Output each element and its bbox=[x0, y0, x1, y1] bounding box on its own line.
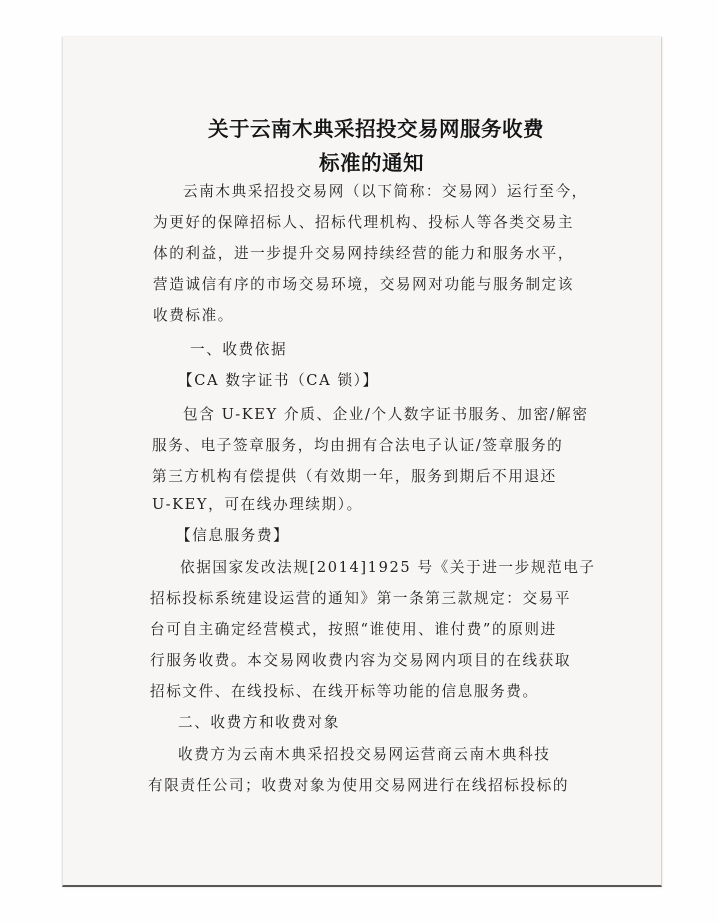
ca-line-4: U-KEY，可在线办理续期）。 bbox=[152, 496, 363, 513]
ca-line-3: 第三方机构有偿提供（有效期一年，服务到期后不用退还 bbox=[152, 468, 557, 485]
ca-line-2: 服务、电子签章服务，均由拥有合法电子认证/签章服务的 bbox=[152, 437, 564, 454]
intro-line-5: 收费标准。 bbox=[153, 307, 234, 324]
info-line-4: 行服务收费。本交易网收费内容为交易网内项目的在线获取 bbox=[150, 652, 572, 669]
intro-line-2: 为更好的保障招标人、招标代理机构、投标人等各类交易主 bbox=[153, 214, 575, 231]
section-2-line-2: 有限责任公司；收费对象为使用交易网进行在线招标投标的 bbox=[148, 777, 570, 794]
info-line-3: 台可自主确定经营模式，按照“谁使用、谁付费”的原则进 bbox=[150, 621, 557, 638]
info-service-heading: 【信息服务费】 bbox=[176, 527, 290, 544]
intro-line-4: 营造诚信有序的市场交易环境，交易网对功能与服务制定该 bbox=[153, 276, 575, 293]
intro-line-3: 体的利益，进一步提升交易网持续经营的能力和服务水平， bbox=[153, 245, 575, 262]
intro-line-1: 云南木典采招投交易网（以下简称：交易网）运行至今， bbox=[183, 183, 588, 200]
info-line-2: 招标投标系统建设运营的通知》第一条第三款规定：交易平 bbox=[150, 590, 572, 607]
section-2-line-1: 收费方为云南木典采招投交易网运营商云南木典科技 bbox=[178, 746, 551, 763]
section-2-heading: 二、收费方和收费对象 bbox=[178, 714, 340, 731]
info-line-1: 依据国家发改法规[2014]1925 号《关于进一步规范电子 bbox=[180, 559, 596, 576]
ca-line-1: 包含 U-KEY 介质、企业/个人数字证书服务、加密/解密 bbox=[183, 406, 589, 423]
document-title-line-2: 标准的通知 bbox=[319, 151, 424, 175]
section-1-heading: 一、收费依据 bbox=[190, 341, 288, 358]
document-title-line-1: 关于云南木典采招投交易网服务收费 bbox=[208, 117, 544, 141]
ca-certificate-heading: 【CA 数字证书（CA 锁）】 bbox=[178, 372, 379, 389]
info-line-5: 招标文件、在线投标、在线开标等功能的信息服务费。 bbox=[150, 683, 539, 700]
